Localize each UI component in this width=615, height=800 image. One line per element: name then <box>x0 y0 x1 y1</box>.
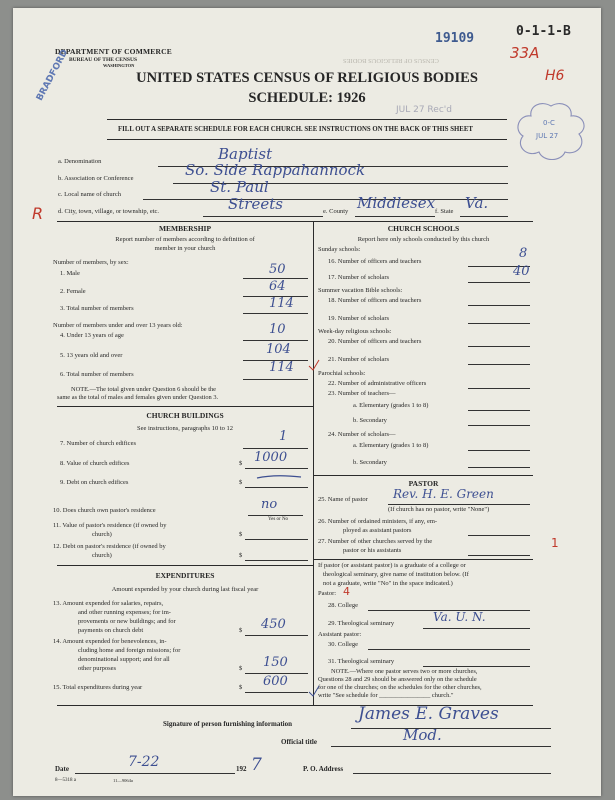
row-25-line <box>388 504 530 505</box>
row-27-value: 1 <box>551 536 559 550</box>
schools-heading: CHURCH SCHOOLS <box>387 224 460 233</box>
row-30-label: 30. College <box>328 641 358 648</box>
row-14-line-2: cluding home and foreign missions; for <box>78 647 181 654</box>
department-label: DEPARTMENT OF COMMERCE <box>55 47 172 56</box>
pastor-note-2: Questions 28 and 29 should be answered only on the schedule <box>318 676 477 683</box>
row-24b-label: b. Secondary <box>353 459 387 466</box>
state-line <box>460 216 508 217</box>
county-line <box>355 216 435 217</box>
row-13-line-4: payments on church debt <box>78 627 144 634</box>
row-22-label: 22. Number of administrative officers <box>328 380 427 387</box>
row-26-label-b: ployed as assistant pastors <box>343 527 412 534</box>
signature-value: James E. Graves <box>358 704 499 724</box>
row-4-label: 4. Under 13 years of age <box>60 332 124 339</box>
row-25-label: 25. Name of pastor <box>318 496 368 503</box>
row-15-value: 600 <box>263 674 288 689</box>
row-21-line <box>468 364 530 365</box>
row-29-value: Va. U. N. <box>433 610 486 624</box>
row-23a-line <box>468 410 530 411</box>
row-9-label: 9. Debt on church edifices <box>60 479 129 486</box>
row-20-line <box>468 346 530 347</box>
row-13-dollar: $ <box>239 627 243 634</box>
row-7-value: 1 <box>279 429 288 444</box>
row-30-line <box>368 649 530 650</box>
membership-intro-2: member in your church <box>154 245 216 252</box>
graduate-note-1: If pastor (or assistant pastor) is a graduate of a college or <box>318 562 466 569</box>
row-6-label: 6. Total number of members <box>60 371 134 378</box>
state-label: f. State <box>435 208 454 215</box>
received-stamp: JUL 27 Rec'd <box>396 105 452 115</box>
census-schedule-sheet <box>13 8 601 796</box>
row-9-dollar: $ <box>239 479 243 486</box>
row-19-label: 19. Number of scholars <box>328 315 390 322</box>
city-label: WASHINGTON <box>103 63 135 68</box>
row-25-value: Rev. H. E. Green <box>393 487 494 501</box>
row-24b-line <box>468 467 530 468</box>
denomination-value: Baptist <box>218 145 273 163</box>
buildings-subheading: See instructions, paragraphs 10 to 12 <box>136 425 234 432</box>
pastor-note-3: for one of the churches; on the schedules for the other churches, <box>318 684 482 691</box>
po-address-label: P. O. Address <box>303 765 344 773</box>
local-name-label: c. Local name of church <box>58 191 121 198</box>
row-29-line <box>423 628 530 629</box>
row-15-line <box>245 692 308 693</box>
red-mark-r: R <box>32 204 44 223</box>
row-12-line <box>245 560 308 561</box>
row-8-dollar: $ <box>239 460 243 467</box>
row-22-line <box>468 388 530 389</box>
row-14-dollar: $ <box>239 665 243 672</box>
buildings-bottom-rule <box>57 565 313 566</box>
row-1-label: 1. Male <box>60 270 80 277</box>
official-title-line <box>331 746 551 747</box>
form-code: 0-1-1-B <box>516 24 571 39</box>
row-29-label: 29. Theological seminary <box>328 620 395 627</box>
row-13-value: 450 <box>261 617 286 632</box>
schools-subheading: Report here only schools conducted by this church <box>357 236 490 243</box>
county-label: e. County <box>323 208 349 215</box>
row-17-value: 40 <box>513 264 530 279</box>
row-17-label: 17. Number of scholars <box>328 274 390 281</box>
weekday-label: Week-day religious schools: <box>318 328 392 335</box>
row-8-value: 1000 <box>254 450 288 465</box>
row-12-label-a: 12. Debt on pastor's residence (if owned by <box>53 543 166 550</box>
row-17-line <box>468 282 530 283</box>
row-19-line <box>468 323 530 324</box>
row-3-label: 3. Total number of members <box>60 305 134 312</box>
summer-label: Summer vacation Bible schools: <box>318 287 403 294</box>
row-8-line <box>245 468 308 469</box>
form-number: 8—5318 a <box>55 778 76 783</box>
row-25-note: (If church has no pastor, write "None") <box>388 506 490 513</box>
row-15-label: 15. Total expenditures during year <box>53 684 143 691</box>
row-21-label: 21. Number of scholars <box>328 356 390 363</box>
row-24a-label: a. Elementary (grades 1 to 8) <box>353 442 429 449</box>
row-13-line-3: provements or new buildings; and for <box>78 618 176 625</box>
bureau-label: BUREAU OF THE CENSUS <box>69 57 138 63</box>
members-by-sex-label: Number of members, by sex: <box>53 259 129 266</box>
row-12-label-b: church) <box>92 552 112 559</box>
membership-heading: MEMBERSHIP <box>158 224 212 233</box>
row-4-value: 10 <box>269 322 286 337</box>
row-10-label: 10. Does church own pastor's residence <box>53 507 156 514</box>
schedule-number: 19109 <box>435 31 475 46</box>
row-9-line <box>245 487 308 488</box>
flower-stamp-top: 0-C <box>543 119 555 127</box>
row-1-value: 50 <box>269 262 286 277</box>
pastor-note-4: write "See schedule for ________________ church." <box>318 692 454 699</box>
row-31-line <box>423 666 530 667</box>
year-prefix: 192 <box>236 765 247 773</box>
membership-note-2: same as the total of males and females given under Question 3. <box>57 394 219 401</box>
row-2-label: 2. Female <box>60 288 86 295</box>
instruction-line: FILL OUT A SEPARATE SCHEDULE FOR EACH CHURCH. SEE INSTRUCTIONS ON THE BACK OF THIS SHEET <box>118 126 473 133</box>
date-line <box>75 773 235 774</box>
flower-stamp-bottom: JUL 27 <box>536 132 559 140</box>
row-3-line <box>243 313 308 314</box>
row-14-line-1: 14. Amount expended for benevolences, in- <box>53 638 167 645</box>
row-24a-line <box>468 450 530 451</box>
row-20-label: 20. Number of officers and teachers <box>328 338 422 345</box>
graduate-note-2: theological seminary, give name of institution below. (If <box>323 571 469 578</box>
row-7-line <box>243 448 308 449</box>
row-14-line-4: other purposes <box>78 665 117 672</box>
city-value: Streets <box>228 195 283 213</box>
pastor-red-mark: 4 <box>343 585 350 598</box>
row-23-label: 23. Number of teachers— <box>328 390 396 397</box>
row-24-label: 24. Number of scholars— <box>328 431 396 438</box>
local-name-line <box>143 199 508 200</box>
row-11-dollar: $ <box>239 531 243 538</box>
row-27-line <box>468 555 530 556</box>
row-23a-label: a. Elementary (grades 1 to 8) <box>353 402 429 409</box>
faint-header: CENSUS OF RELIGIOUS BODIES <box>343 57 439 64</box>
row-12-dollar: $ <box>239 552 243 559</box>
row-3-value: 114 <box>269 296 294 311</box>
row-11-line <box>245 539 308 540</box>
row-13-line-1: 13. Amount expended for salaries, repairs, <box>53 600 164 607</box>
form-subtitle: SCHEDULE: 1926 <box>248 90 366 106</box>
date-label: Date <box>55 765 69 773</box>
row-16-label: 16. Number of officers and teachers <box>328 258 422 265</box>
row-2-value: 64 <box>269 279 286 294</box>
membership-bottom-rule <box>57 406 313 407</box>
row-27-label-b: pastor or his assistants <box>343 547 402 554</box>
row-14-line-3: denominational support; and for all <box>78 656 170 663</box>
check-mark-blue <box>307 684 321 698</box>
year-digit: 7 <box>251 755 262 775</box>
row-26-line <box>468 535 530 536</box>
row-28-label: 28. College <box>328 602 358 609</box>
instruction-bottom-rule <box>107 139 507 140</box>
membership-intro-1: Report number of members according to definition of <box>115 236 255 243</box>
assistant-subhead: Assistant pastor: <box>318 631 362 638</box>
row-27-label-a: 27. Number of other churches served by the <box>318 538 433 545</box>
city-label-d: d. City, town, village, or township, etc. <box>58 208 160 215</box>
row-11-label-a: 11. Value of pastor's residence (if owned by <box>53 522 167 529</box>
row-5-label: 5. 13 years old and over <box>60 352 123 359</box>
row-23b-line <box>468 425 530 426</box>
official-title-label: Official title <box>281 738 317 746</box>
row-9-dash-mark <box>255 472 305 482</box>
row-23b-label: b. Secondary <box>353 417 387 424</box>
row-6-value: 114 <box>269 360 294 375</box>
buildings-heading: CHURCH BUILDINGS <box>146 411 224 420</box>
pastor-subhead: Pastor: <box>318 590 337 597</box>
age-label: Number of members under and over 13 years old: <box>53 322 183 329</box>
expenditures-heading: EXPENDITURES <box>155 571 215 580</box>
row-7-label: 7. Number of church edifices <box>60 440 136 447</box>
form-title: UNITED STATES CENSUS OF RELIGIOUS BODIES <box>136 70 478 86</box>
sunday-label: Sunday schools: <box>318 246 361 253</box>
row-15-dollar: $ <box>239 684 243 691</box>
row-14-value: 150 <box>263 655 288 670</box>
date-value: 7-22 <box>128 754 160 770</box>
table-top-rule <box>57 221 533 222</box>
state-value: Va. <box>465 194 489 212</box>
expenditures-subheading: Amount expended by your church during last fiscal year <box>111 586 259 593</box>
county-value: Middlesex <box>357 194 436 212</box>
row-18-line <box>468 305 530 306</box>
print-number: 11—9064a <box>113 778 133 783</box>
association-value: So. Side Rappahannock <box>185 161 366 179</box>
row-10-line <box>248 515 303 516</box>
schools-bottom-rule <box>314 475 533 476</box>
denomination-label: a. Denomination <box>58 158 102 165</box>
row-13-line <box>245 635 308 636</box>
instruction-top-rule <box>107 119 507 120</box>
red-subcode: H6 <box>545 68 565 84</box>
row-4-line <box>243 340 308 341</box>
received-flower-stamp <box>511 100 591 162</box>
city-line <box>203 216 323 217</box>
row-18-label: 18. Number of officers and teachers <box>328 297 422 304</box>
row-16-value: 8 <box>519 246 528 261</box>
row-8-label: 8. Value of church edifices <box>60 460 130 467</box>
yes-no-hint: Yes or No <box>268 517 289 522</box>
row-10-value: no <box>261 497 278 512</box>
row-11-label-b: church) <box>92 531 112 538</box>
pastor-heading: PASTOR <box>408 479 439 488</box>
membership-note-1: NOTE.—The total given under Question 6 should be the <box>71 386 217 393</box>
po-address-line <box>353 773 551 774</box>
row-13-line-2: and other running expenses; for im- <box>78 609 171 616</box>
signature-label: Signature of person furnishing information <box>163 720 292 728</box>
row-31-label: 31. Theological seminary <box>328 658 395 665</box>
signature-line <box>351 728 551 729</box>
local-name-value: St. Paul <box>210 178 269 196</box>
bradford-stamp: BRADFORD <box>35 48 71 103</box>
parochial-label: Parochial schools: <box>318 370 366 377</box>
official-title-value: Mod. <box>403 726 442 744</box>
row-6-line <box>243 379 308 380</box>
association-label: b. Association or Conference <box>58 175 134 182</box>
pastor-mid-rule <box>314 559 533 560</box>
row-26-label-a: 26. Number of ordained ministers, if any, em- <box>318 518 438 525</box>
red-code: 33A <box>510 44 540 62</box>
pastor-note-1: NOTE.—Where one pastor serves two or more churches, <box>331 668 478 675</box>
graduate-note-3: not a graduate, write "No" in the space indicated.) <box>323 580 453 587</box>
row-5-value: 104 <box>266 342 291 357</box>
column-divider <box>313 221 314 706</box>
check-mark-red <box>307 358 321 372</box>
